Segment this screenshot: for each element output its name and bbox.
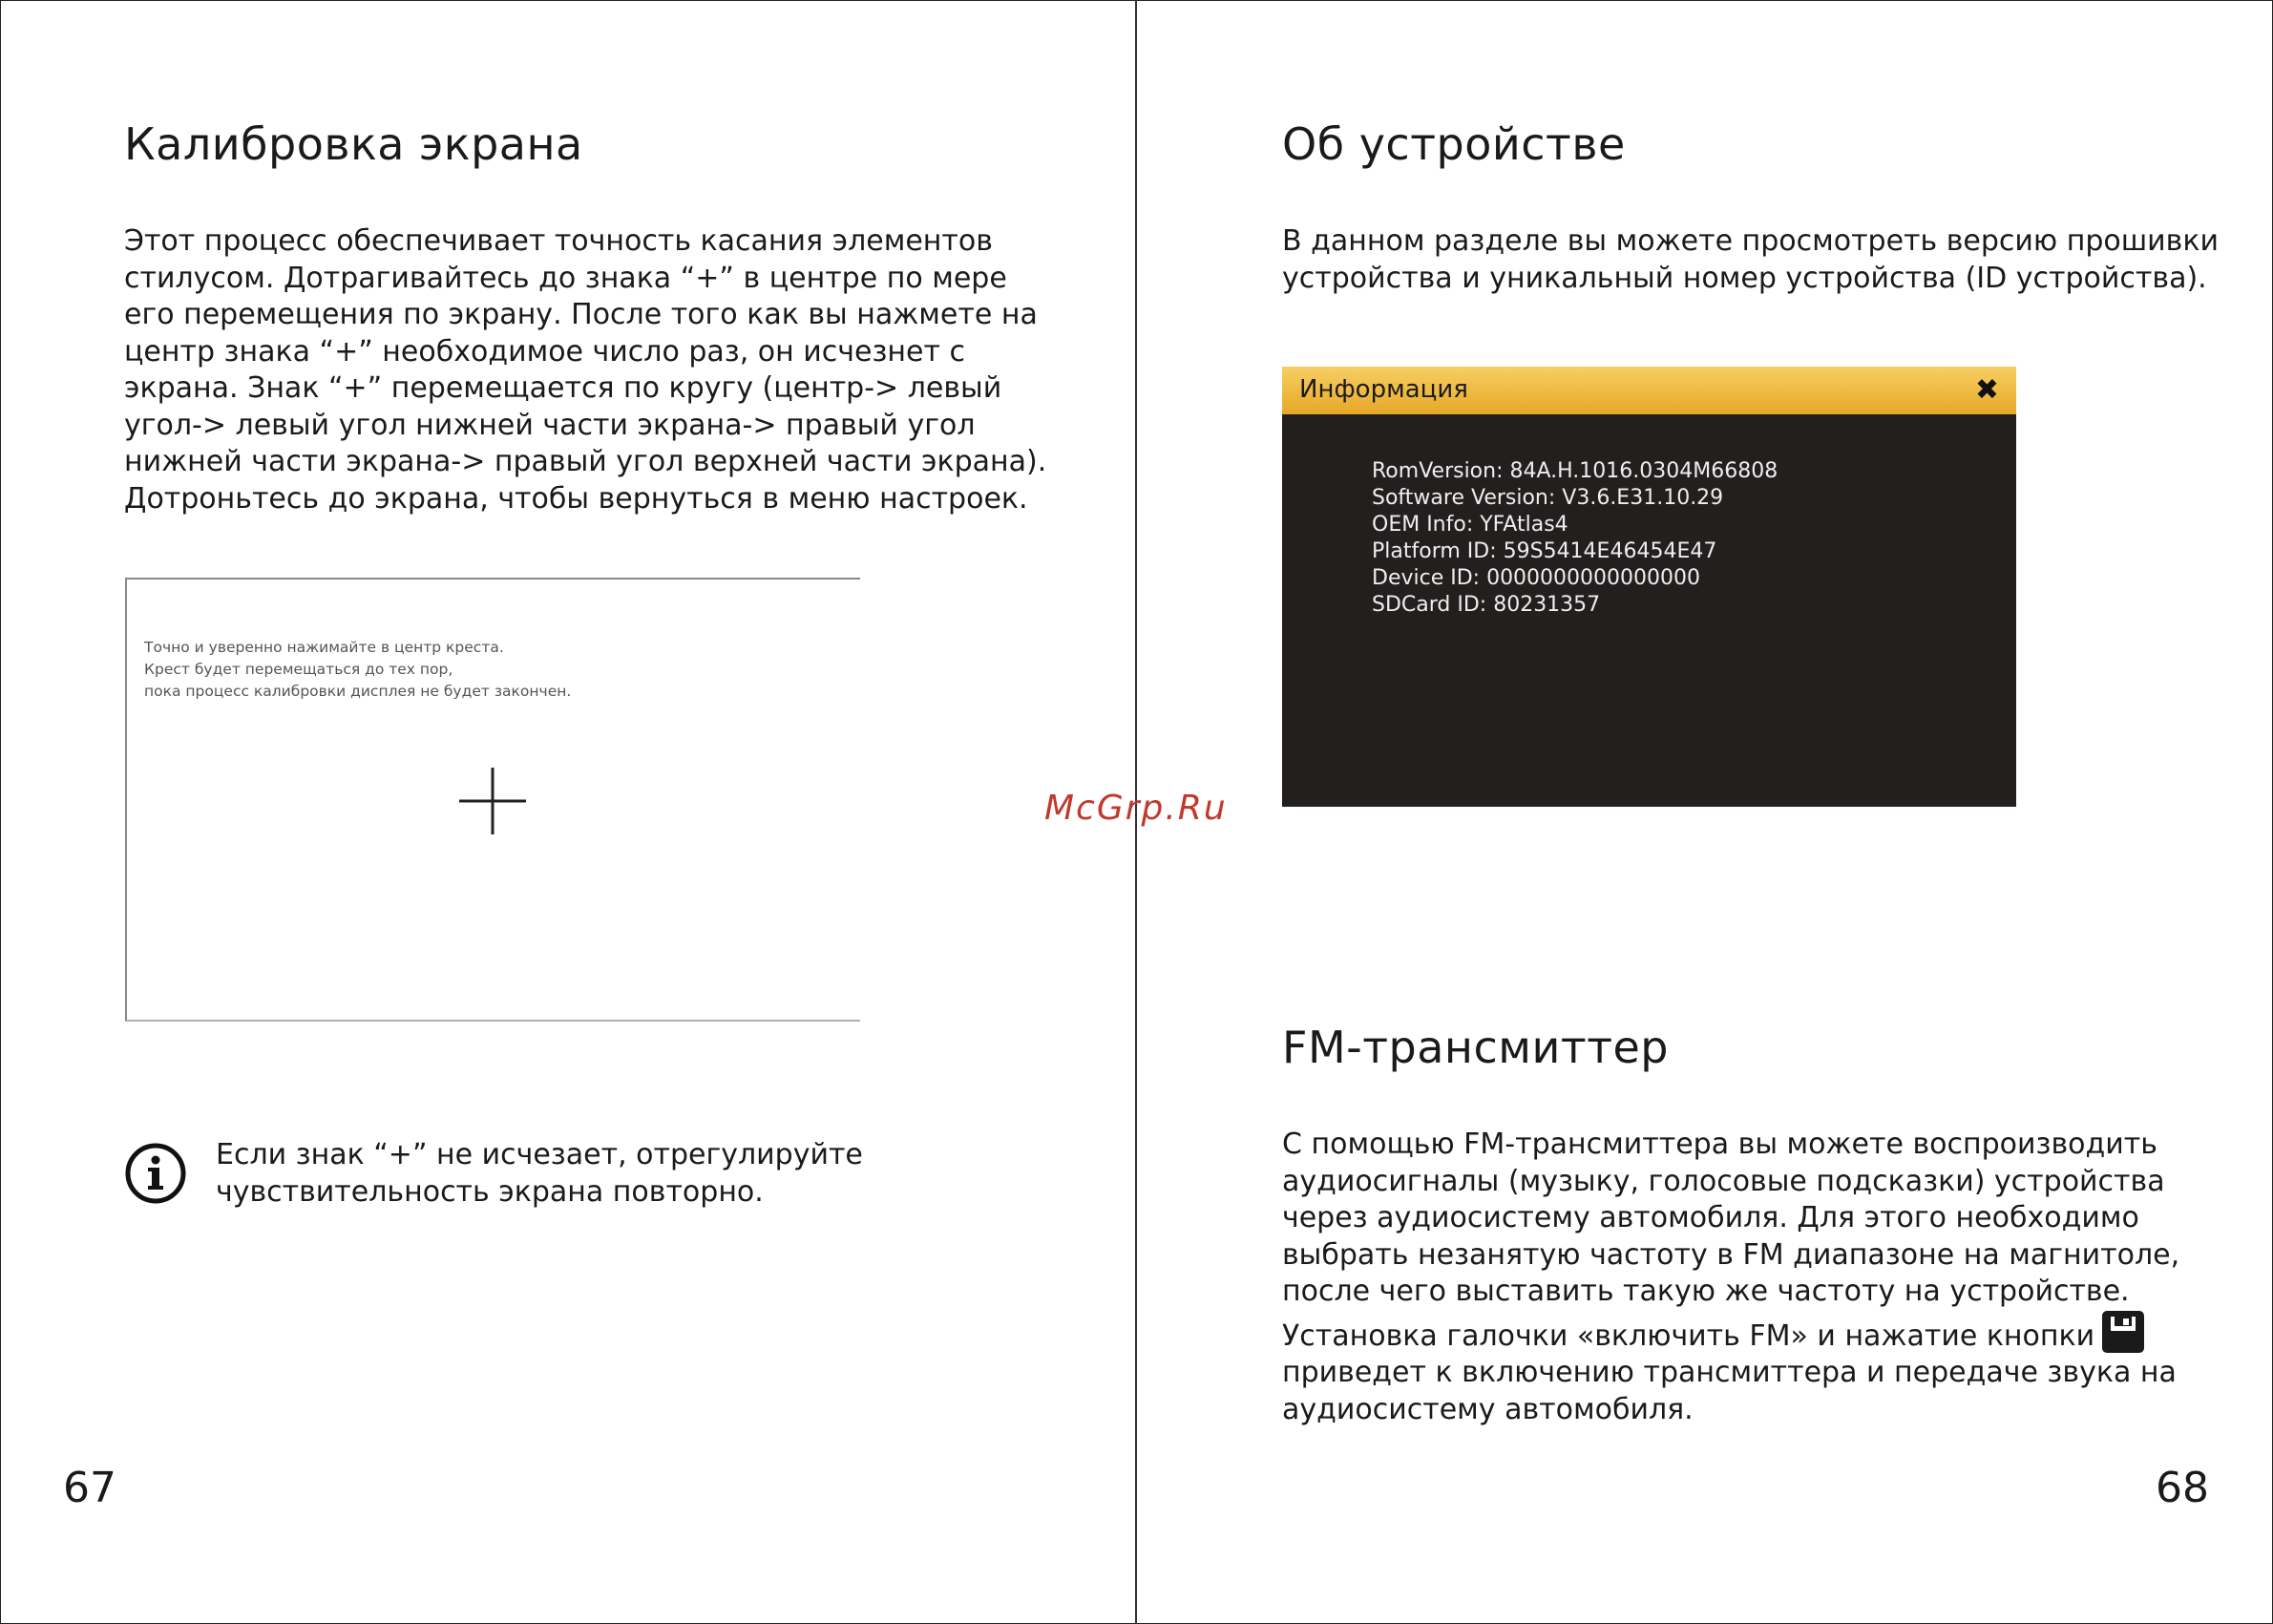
- info-icon: [124, 1142, 187, 1205]
- calibration-line: Крест будет перемещаться до тех пор,: [144, 661, 453, 678]
- page-number-right: 68: [2156, 1464, 2209, 1512]
- info-row: Platform ID: 59S5414E46454E47: [1372, 539, 1717, 563]
- text-line: С помощью FM-трансмиттера вы можете воспроизводить: [1282, 1128, 2157, 1161]
- calibration-line: Точно и уверенно нажимайте в центр креста.: [144, 639, 504, 656]
- text-line: экрана. Знак “+” перемещается по кругу (центр-> левый: [124, 371, 1002, 405]
- watermark: McGrp.Ru: [1044, 789, 1228, 828]
- calibration-screenshot: [125, 578, 860, 1022]
- dialog-header: [1282, 367, 2016, 414]
- text-line: угол-> левый угол нижней части экрана-> правый угол: [124, 408, 976, 442]
- text-line: стилусом. Дотрагивайтесь до знака “+” в центре по мере: [124, 261, 1007, 295]
- text-line: аудиосигналы (музыку, голосовые подсказки) устройства: [1282, 1164, 2165, 1198]
- dialog-title: Информация: [1299, 375, 1468, 404]
- about-device-text: [1282, 223, 2219, 297]
- text-line: В данном разделе вы можете просмотреть версию прошивки: [1282, 224, 2219, 258]
- text-line: приведет к включению трансмиттера и передаче звука на: [1282, 1356, 2177, 1389]
- text-line: аудиосистему автомобиля.: [1282, 1392, 1694, 1426]
- text-line: нижней части экрана-> правый угол верхней части экрана).: [124, 445, 1047, 478]
- calibration-instructions: [144, 637, 571, 703]
- fm-transmitter-title: FM-трансмиттер: [1282, 1022, 1669, 1073]
- calibration-line: пока процесс калибровки дисплея не будет закончен.: [144, 683, 572, 700]
- text-line: устройства и уникальный номер устройства (ID устройства).: [1282, 261, 2207, 295]
- text-line: Этот процесс обеспечивает точность касания элементов: [124, 224, 993, 258]
- note-text: [216, 1137, 863, 1211]
- info-row: Device ID: 0000000000000000: [1372, 566, 1701, 590]
- info-row: RomVersion: 84A.H.1016.0304M66808: [1372, 459, 1778, 483]
- fm-transmitter-text: [1282, 1127, 2179, 1428]
- about-device-title: Об устройстве: [1282, 118, 1626, 170]
- calibration-cross-target[interactable]: [459, 768, 526, 834]
- note-line: Если знак “+” не исчезает, отрегулируйте: [216, 1138, 863, 1171]
- info-row: OEM Info: YFAtlas4: [1372, 513, 1568, 537]
- text-line: центр знака “+” необходимое число раз, он исчезнет с: [124, 334, 965, 369]
- info-row: SDCard ID: 80231357: [1372, 593, 1601, 617]
- text-line: его перемещения по экрану. После того как вы нажмете на: [124, 298, 1038, 331]
- text-line: через аудиосистему автомобиля. Для этого необходимо: [1282, 1201, 2139, 1234]
- save-icon: [2102, 1311, 2144, 1353]
- text-line: Дотроньтесь до экрана, чтобы вернуться в меню настроек.: [124, 481, 1028, 516]
- text-line: после чего выставить такую же частоту на устройстве.: [1282, 1275, 2130, 1308]
- calibration-title: Калибровка экрана: [124, 118, 583, 170]
- info-row: Software Version: V3.6.E31.10.29: [1372, 486, 1724, 510]
- info-dialog: [1282, 367, 2016, 807]
- calibration-text: [124, 223, 1046, 517]
- text-line-segment: Установка галочки «включить FM» и нажатие кнопки: [1282, 1318, 2095, 1353]
- text-line: выбрать незанятую частоту в FM диапазоне на магнитоле,: [1282, 1237, 2180, 1272]
- close-icon[interactable]: ✖: [1974, 373, 1999, 407]
- note-line: чувствительность экрана повторно.: [216, 1174, 764, 1209]
- dialog-info-list: [1372, 458, 1778, 619]
- text-line: [1282, 1311, 2179, 1356]
- page-number-left: 67: [63, 1464, 116, 1512]
